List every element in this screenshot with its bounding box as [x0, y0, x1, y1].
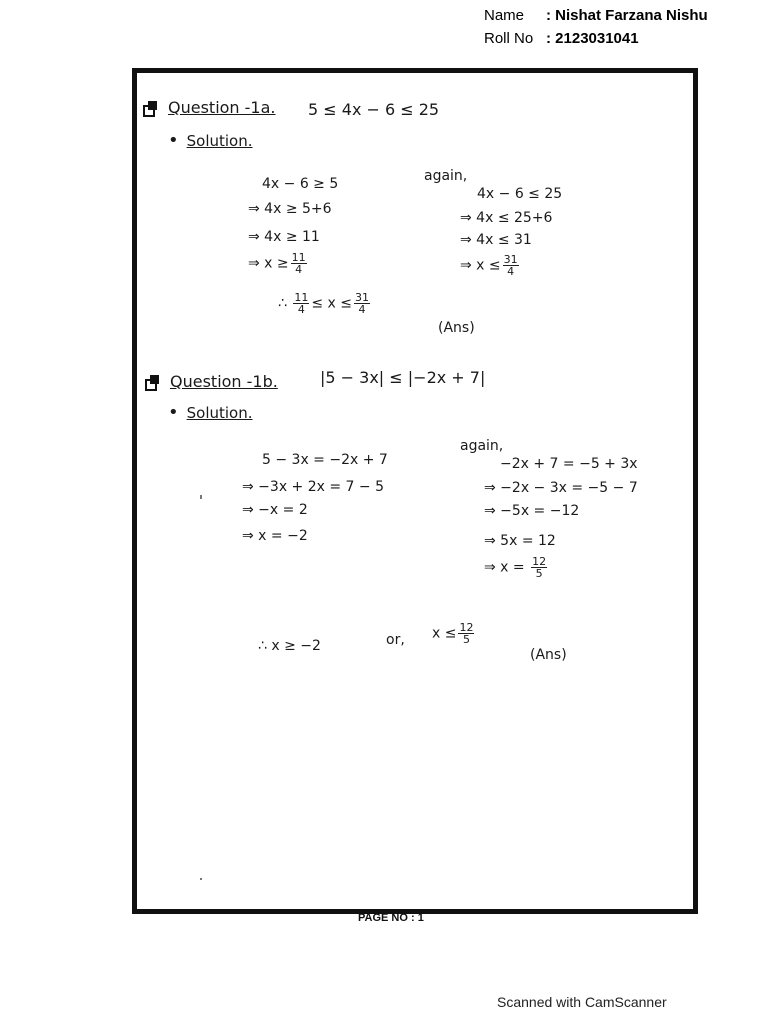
question-bullet-icon — [145, 379, 157, 391]
scanner-watermark: Scanned with CamScanner — [497, 994, 667, 1010]
q1a-conclusion: ∴ $\frac{11}{4}$ ≤ x ≤ $\frac{31}{4}$ — [278, 291, 370, 316]
q1a-left-step: 4x − 6 ≥ 5 — [262, 176, 339, 192]
q1b-again-label: again, — [460, 438, 504, 454]
q1a-right-step: ⇒ 4x ≤ 31 — [460, 232, 532, 248]
q1a-right-step: 4x − 6 ≤ 25 — [477, 186, 563, 202]
q1b-left-step: ⇒ −x = 2 — [242, 502, 308, 518]
q1a-right-step: ⇒ 4x ≤ 25+6 — [460, 210, 553, 226]
q1a-left-step: ⇒ x ≥ $\frac{11}{4}$ — [248, 251, 306, 276]
ink-speck — [200, 878, 202, 880]
q1a-left-step: ⇒ 4x ≥ 11 — [248, 229, 320, 245]
roll-label: Roll No — [484, 30, 534, 47]
q1b-left-step: ⇒ x = −2 — [242, 528, 308, 544]
q1a-left-step: ⇒ 4x ≥ 5+6 — [248, 201, 332, 217]
fraction: $\frac{31}{4}$ — [355, 291, 370, 316]
name-value: : Nishat Farzana Nishu — [546, 7, 708, 24]
name-row — [484, 4, 708, 27]
q1b-conclusion-left: ∴ x ≥ −2 — [258, 638, 321, 654]
fraction: $\frac{11}{4}$ — [294, 291, 309, 316]
q1a-again-label: again, — [424, 168, 468, 184]
page-number: PAGE NO : 1 — [358, 912, 424, 924]
student-info-header — [484, 4, 708, 50]
q1b-solution-heading: • Solution. — [168, 402, 253, 423]
q1a-answer-label: (Ans) — [438, 320, 475, 336]
q1a-expression: 5 ≤ 4x − 6 ≤ 25 — [308, 100, 440, 119]
q1b-right-step: ⇒ 5x = 12 — [484, 533, 556, 549]
q1b-conclusion-right: x ≤ $\frac{12}{5}$ — [432, 621, 474, 646]
q1b-expression: |5 − 3x| ≤ |−2x + 7| — [320, 368, 486, 387]
q1b-right-step: ⇒ −5x = −12 — [484, 503, 580, 519]
q1b-right-step: ⇒ −2x − 3x = −5 − 7 — [484, 480, 638, 496]
q1b-conclusion-or: or, — [386, 632, 405, 648]
name-label: Name — [484, 7, 525, 24]
q1a-title: Question -1a. — [168, 98, 276, 117]
q1b-right-step: ⇒ x = $\frac{12}{5}$ — [484, 555, 547, 580]
q1b-left-step: ⇒ −3x + 2x = 7 − 5 — [242, 479, 385, 495]
roll-value: : 2123031041 — [546, 30, 639, 47]
q1a-solution-heading: • Solution. — [168, 130, 253, 151]
q1b-left-step: 5 − 3x = −2x + 7 — [262, 452, 388, 468]
q1b-right-step: −2x + 7 = −5 + 3x — [500, 456, 638, 472]
fraction: $\frac{31}{4}$ — [503, 253, 518, 278]
fraction: $\frac{11}{4}$ — [291, 251, 306, 276]
q1b-answer-label: (Ans) — [530, 647, 567, 663]
question-bullet-icon — [143, 105, 155, 117]
ink-speck — [200, 495, 202, 499]
q1b-title: Question -1b. — [170, 372, 278, 391]
roll-row — [484, 27, 708, 50]
q1a-right-step: ⇒ x ≤ $\frac{31}{4}$ — [460, 253, 518, 278]
fraction: $\frac{12}{5}$ — [532, 555, 547, 580]
fraction: $\frac{12}{5}$ — [459, 621, 474, 646]
